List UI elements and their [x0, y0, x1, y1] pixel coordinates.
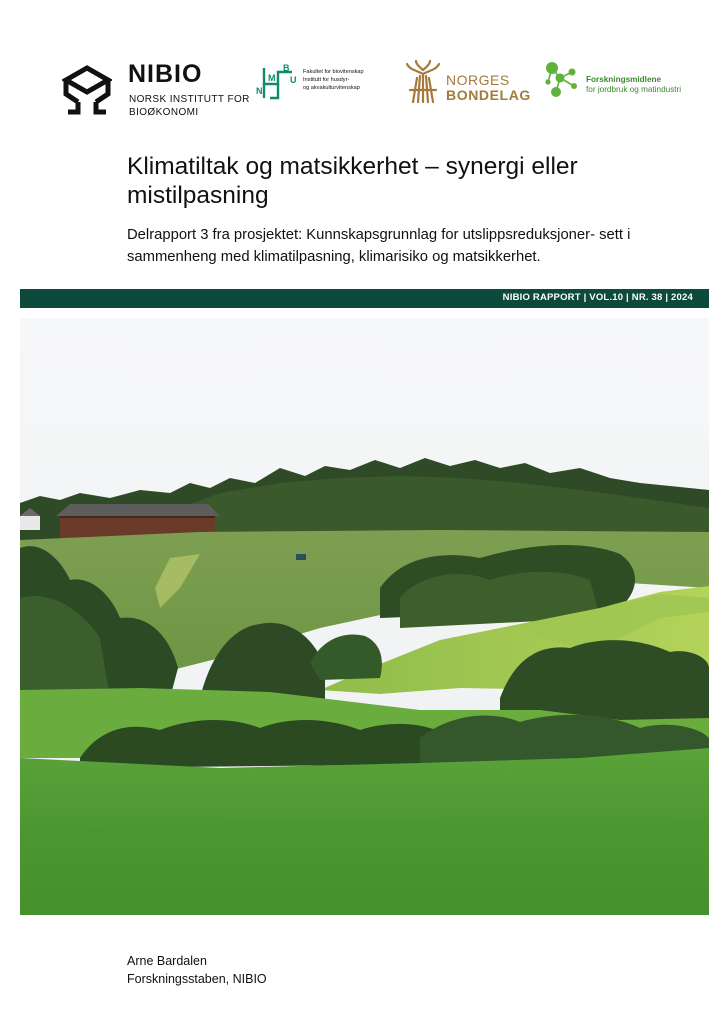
molecule-network-icon [544, 58, 582, 102]
forskningsmidlene-line1: Forskningsmidlene [586, 75, 662, 84]
series-banner [20, 289, 709, 308]
nmbu-faculty: Fakultet for biovitenskap [303, 69, 364, 75]
forskningsmidlene-logo [544, 58, 694, 104]
author-affiliation: Forskningsstaben, NIBIO [127, 972, 267, 986]
nmbu-letter-b: B [283, 63, 290, 73]
forskningsmidlene-line2: for jordbruk og matindustri [586, 85, 682, 94]
report-subtitle: Delrapport 3 fra prosjektet: Kunnskapsgrunnlag for utslippsreduksjoner- sett i sammenheng med klimatilpasning, klimarisiko og matsikkerhet. [127, 227, 631, 265]
landscape-photo [20, 318, 709, 915]
nmbu-letter-u: U [290, 75, 297, 85]
nibio-logo [62, 62, 252, 122]
nmbu-mark-icon [256, 62, 298, 102]
report-title: Klimatiltak og matsikkerhet – synergi eller mistilpasning [127, 153, 578, 209]
series-info: NIBIO RAPPORT | VOL.10 | NR. 38 | 2024 [502, 292, 693, 303]
author-name: Arne Bardalen [127, 954, 207, 968]
nmbu-letter-m: M [268, 73, 276, 83]
nibio-wordmark: NIBIO [128, 60, 203, 88]
nmbu-logo [256, 60, 396, 104]
nibio-subtitle-line2: BIOØKONOMI [129, 107, 199, 118]
bondelag-line2: BONDELAG [446, 87, 531, 103]
norges-bondelag-logo [404, 60, 534, 106]
bondelag-line1: NORGES [446, 72, 510, 88]
wheat-sheaf-icon [404, 60, 442, 104]
nmbu-institute-line1: Institutt for husdyr- [303, 77, 350, 83]
nmbu-institute-line2: og akvakulturvitenskap [303, 85, 360, 91]
nibio-mark-icon [62, 64, 112, 116]
nmbu-letter-n: N [256, 86, 263, 96]
nibio-subtitle-line1: NORSK INSTITUTT FOR [129, 94, 250, 105]
